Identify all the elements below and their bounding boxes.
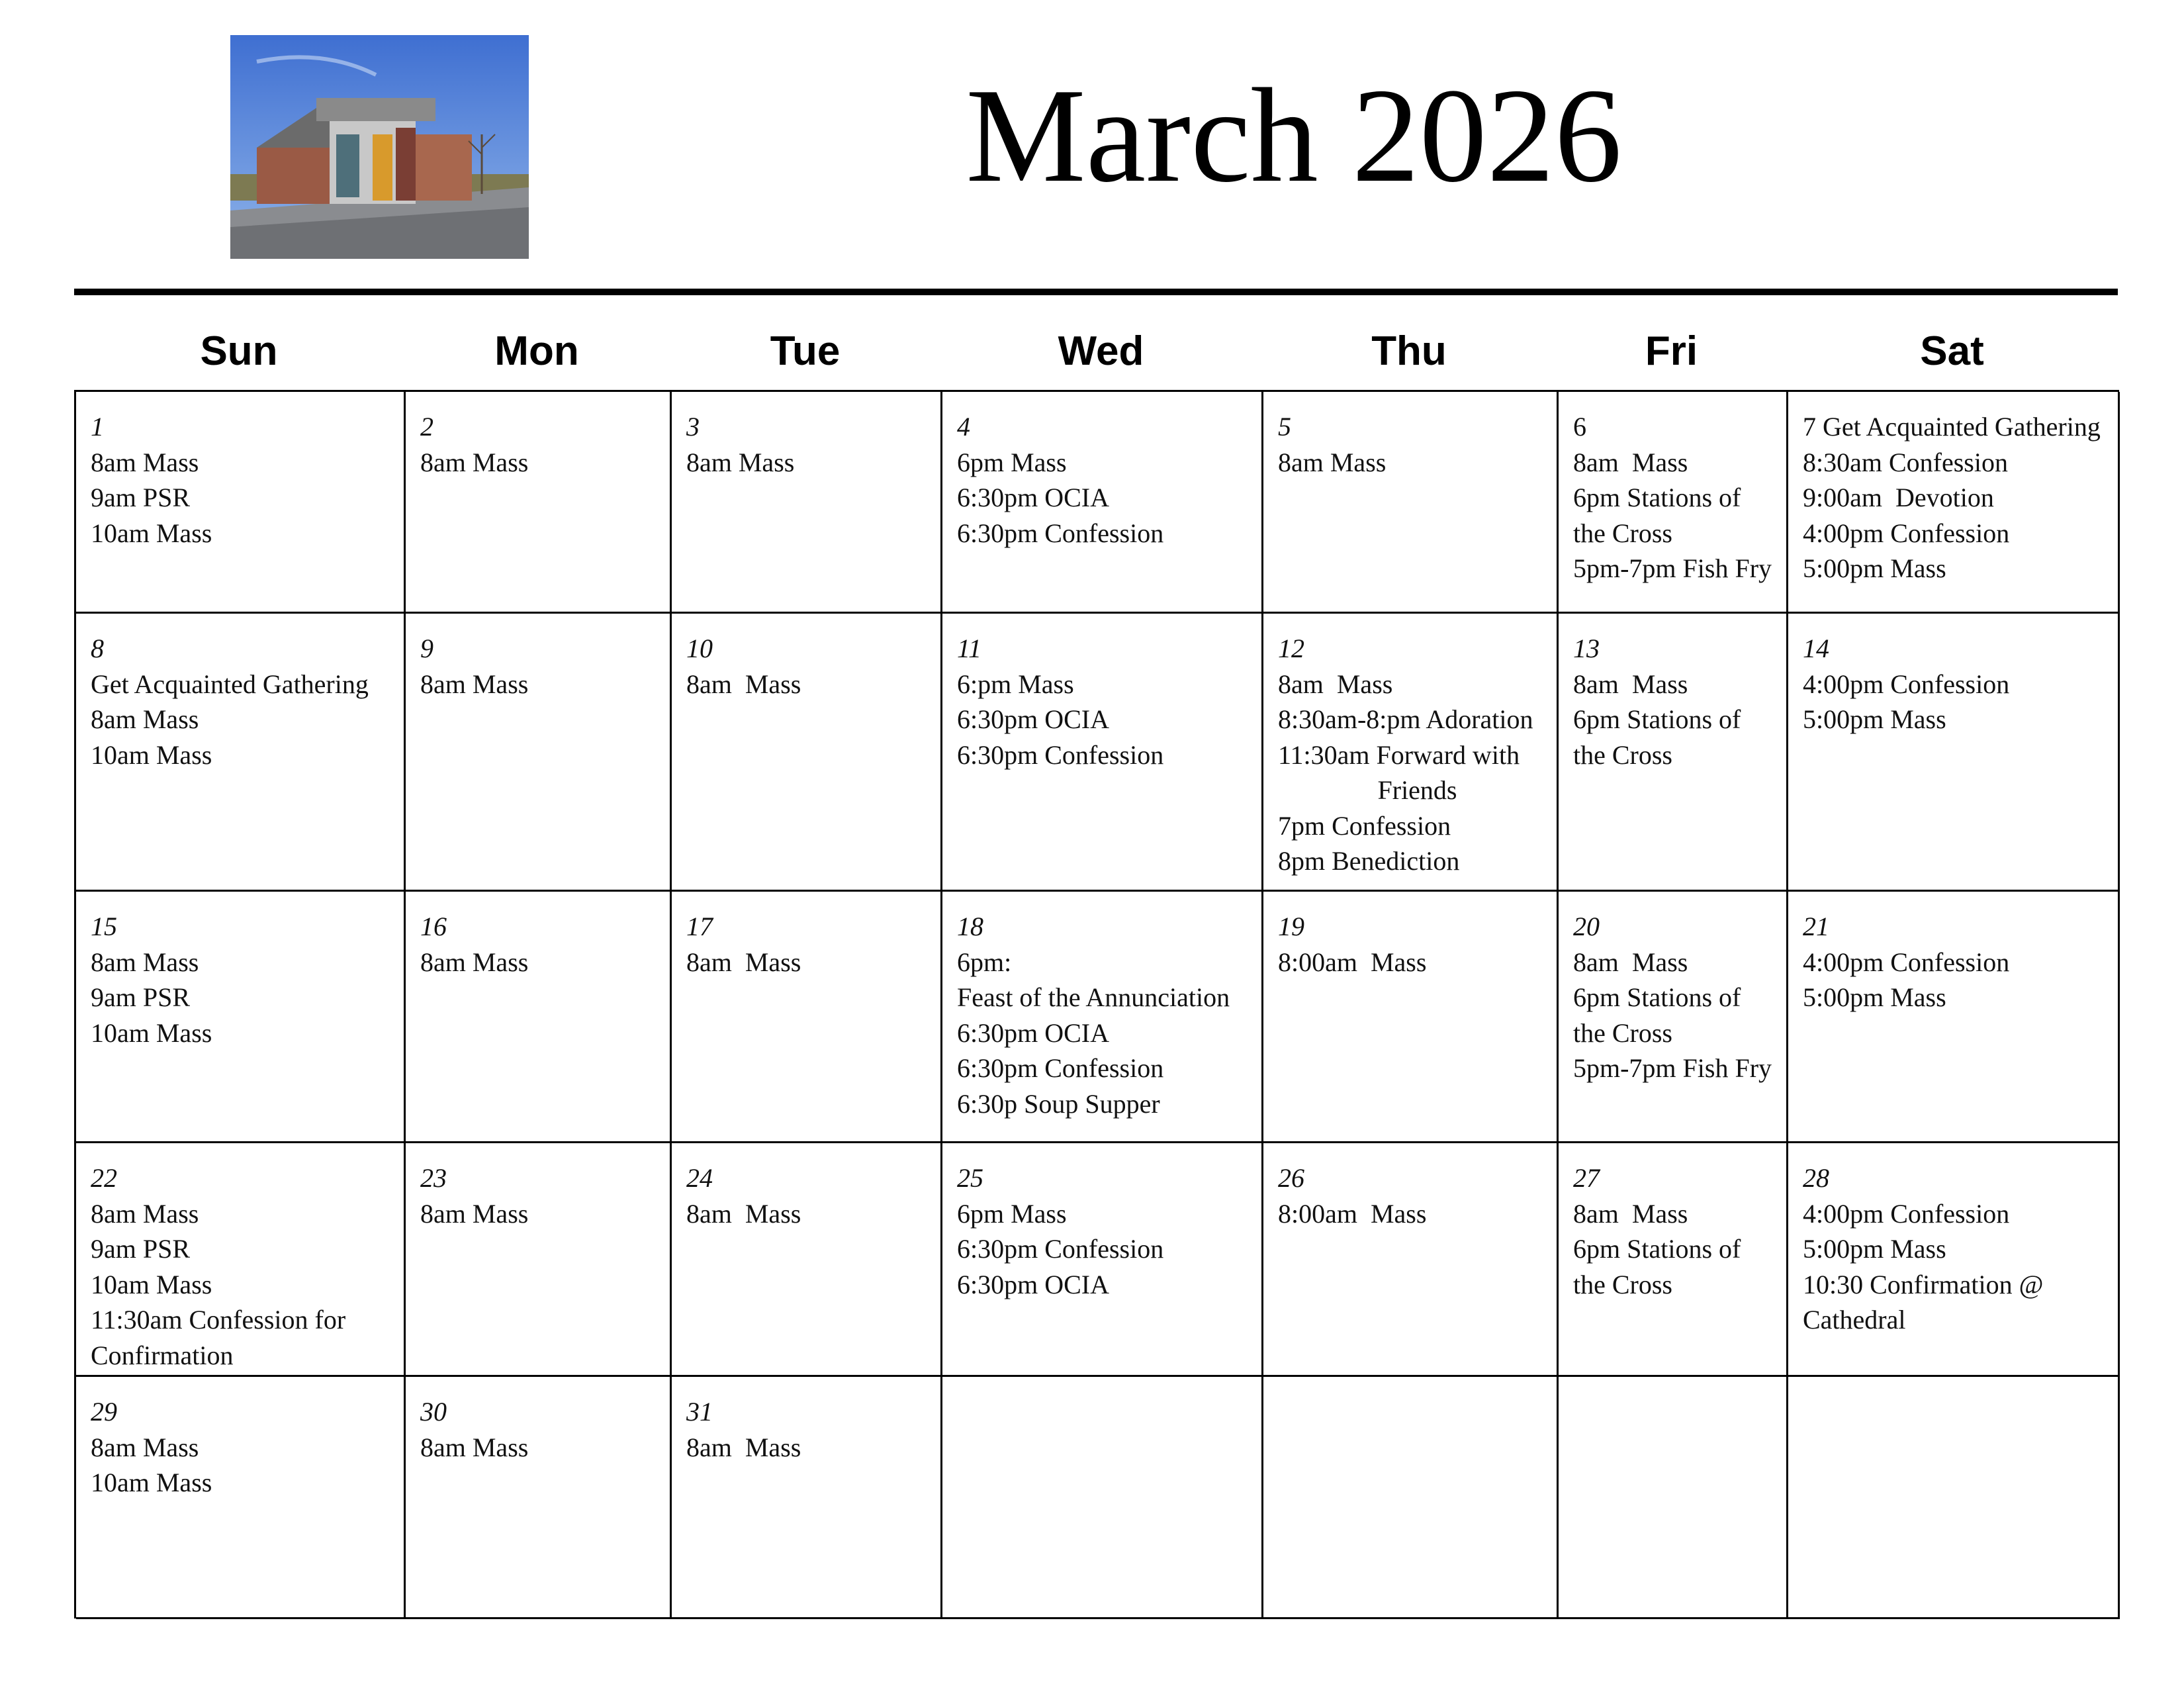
event-list — [91, 667, 404, 773]
empty-day-cell — [942, 1377, 1263, 1619]
day-cell-1 — [76, 392, 406, 614]
event-item: 11:30am Confession for — [91, 1305, 346, 1335]
day-cell-20 — [1559, 892, 1788, 1143]
event-item: 8am Mass — [420, 447, 529, 477]
day-heading-event: Get Acquainted Gathering — [1816, 412, 2101, 442]
title-divider — [74, 289, 2118, 295]
event-item: 8am Mass — [420, 1432, 529, 1462]
event-item: 8am Mass — [686, 1198, 801, 1229]
day-number: 3 — [686, 412, 700, 442]
day-cell-29 — [76, 1377, 406, 1619]
day-cell-10 — [672, 614, 942, 892]
calendar-grid — [74, 390, 2119, 1618]
event-item: 10:30 Confirmation @ — [1803, 1269, 2044, 1299]
event-item: Confirmation — [91, 1340, 234, 1370]
day-number: 23 — [420, 1163, 447, 1193]
event-list — [91, 1430, 404, 1501]
event-list — [420, 667, 670, 702]
event-item: 6:30pm Confession — [957, 739, 1164, 770]
event-item: 8am Mass — [686, 669, 801, 699]
event-item: 5:00pm Mass — [1803, 553, 1946, 583]
event-item: 6pm Stations of — [1573, 1234, 1741, 1264]
event-list — [686, 1196, 940, 1232]
day-cell-16 — [406, 892, 672, 1143]
event-list — [957, 445, 1261, 551]
event-item: Feast of the Annunciation — [957, 982, 1230, 1012]
day-cell-11 — [942, 614, 1263, 892]
day-number: 21 — [1803, 912, 1829, 941]
day-number: 9 — [420, 633, 433, 663]
day-cell-6 — [1559, 392, 1788, 614]
event-list — [1573, 1196, 1786, 1303]
day-number: 31 — [686, 1397, 713, 1427]
event-item: the Cross — [1573, 1269, 1672, 1299]
event-item: 8am Mass — [686, 947, 801, 977]
event-item: 6:30pm Confession — [957, 1053, 1164, 1083]
event-item: 5:00pm Mass — [1803, 1234, 1946, 1264]
day-cell-3 — [672, 392, 942, 614]
event-list — [1278, 1196, 1557, 1232]
event-item: 6:30pm OCIA — [957, 483, 1109, 512]
day-number: 17 — [686, 912, 713, 941]
day-cell-31 — [672, 1377, 942, 1619]
event-item: 6pm: — [957, 947, 1012, 977]
event-item: 8am Mass — [686, 1432, 801, 1462]
event-item: 8am Mass — [91, 1198, 199, 1229]
event-item: 6:30p Soup Supper — [957, 1088, 1160, 1119]
event-item: 4:00pm Confession — [1803, 669, 2010, 699]
event-item: 8am Mass — [420, 669, 529, 699]
event-list — [91, 1196, 404, 1374]
event-list — [957, 667, 1261, 773]
event-item: 4:00pm Confession — [1803, 518, 2010, 548]
event-list — [420, 1430, 670, 1466]
day-number: 24 — [686, 1163, 713, 1193]
empty-day-cell — [1263, 1377, 1559, 1619]
event-item: 8am Mass — [686, 447, 795, 477]
day-cell-7 — [1788, 392, 2120, 614]
event-list — [957, 945, 1261, 1122]
day-number — [1803, 1394, 2118, 1430]
event-item: 8am Mass — [91, 704, 199, 734]
day-cell-17 — [672, 892, 942, 1143]
event-item: 8am Mass — [91, 447, 199, 477]
weekday-sat: Sat — [1920, 328, 1984, 374]
event-item: 9am PSR — [91, 1234, 191, 1264]
event-list — [1278, 445, 1557, 481]
event-list — [1803, 445, 2118, 586]
event-item: 8am Mass — [420, 1198, 529, 1229]
day-cell-12 — [1263, 614, 1559, 892]
event-item: Get Acquainted Gathering — [91, 669, 369, 699]
event-item: 6:pm Mass — [957, 669, 1074, 699]
event-list — [420, 1196, 670, 1232]
event-item: 4:00pm Confession — [1803, 947, 2010, 977]
day-cell-30 — [406, 1377, 672, 1619]
day-number: 14 — [1803, 633, 1829, 663]
event-item: 6:30pm Confession — [957, 1234, 1164, 1264]
event-item: 5:00pm Mass — [1803, 704, 1946, 734]
day-number: 13 — [1573, 633, 1600, 663]
event-item: 5:00pm Mass — [1803, 982, 1946, 1012]
event-item: 6:30pm Confession — [957, 518, 1164, 548]
day-number: 18 — [957, 912, 983, 941]
weekday-fri: Fri — [1645, 328, 1698, 374]
day-number: 19 — [1278, 912, 1304, 941]
event-item: 6pm Stations of — [1573, 982, 1741, 1012]
event-item: 7pm Confession — [1278, 810, 1451, 841]
event-item: 8am Mass — [91, 947, 199, 977]
event-item: 10am Mass — [91, 1269, 212, 1299]
event-item: 8am Mass — [1278, 447, 1387, 477]
event-item: 9am PSR — [91, 483, 191, 512]
event-item: 9am PSR — [91, 982, 191, 1012]
event-item: the Cross — [1573, 1017, 1672, 1048]
event-item: 8:00am Mass — [1278, 947, 1427, 977]
event-item: 8am Mass — [1573, 1198, 1688, 1229]
church-building-photo — [230, 35, 529, 259]
day-cell-9 — [406, 614, 672, 892]
event-item: 11:30am Forward with — [1278, 739, 1520, 770]
event-item: 8pm Benediction — [1278, 846, 1460, 876]
day-number: 26 — [1278, 1163, 1304, 1193]
event-item: 6pm Stations of — [1573, 483, 1741, 512]
event-item: Friends — [1377, 775, 1457, 805]
event-list — [957, 1196, 1261, 1303]
event-item: the Cross — [1573, 739, 1672, 770]
event-list — [1803, 667, 2118, 737]
empty-day-cell — [1788, 1377, 2120, 1619]
day-number: 1 — [91, 412, 104, 442]
event-list — [1573, 945, 1786, 1086]
event-list — [1278, 667, 1557, 879]
event-item: 10am Mass — [91, 739, 212, 770]
day-number — [1278, 1394, 1557, 1430]
day-number: 5 — [1278, 412, 1291, 442]
day-number: 28 — [1803, 1163, 1829, 1193]
event-list — [420, 945, 670, 980]
event-item: 8:30am-8:pm Adoration — [1278, 704, 1533, 734]
weekday-tue: Tue — [770, 328, 841, 374]
day-number: 22 — [91, 1163, 117, 1193]
day-number: 2 — [420, 412, 433, 442]
day-cell-18 — [942, 892, 1263, 1143]
day-cell-14 — [1788, 614, 2120, 892]
event-item: 9:00am Devotion — [1803, 483, 1994, 512]
event-item: 10am Mass — [91, 1468, 212, 1497]
event-list — [686, 667, 940, 702]
day-cell-28 — [1788, 1143, 2120, 1377]
day-cell-22 — [76, 1143, 406, 1377]
day-number-text: 7 — [1803, 412, 1816, 442]
day-cell-26 — [1263, 1143, 1559, 1377]
weekday-wed: Wed — [1058, 328, 1144, 374]
day-cell-24 — [672, 1143, 942, 1377]
day-cell-27 — [1559, 1143, 1788, 1377]
event-item: 10am Mass — [91, 1017, 212, 1048]
event-list — [1803, 945, 2118, 1015]
event-list — [91, 945, 404, 1051]
day-cell-15 — [76, 892, 406, 1143]
event-item: 8am Mass — [1278, 669, 1393, 699]
event-item: 6pm Stations of — [1573, 704, 1741, 734]
event-list — [686, 945, 940, 980]
event-item: 6pm Mass — [957, 447, 1067, 477]
event-list — [1573, 445, 1786, 586]
page-title: March 2026 — [966, 61, 1622, 211]
event-item: 8am Mass — [1573, 447, 1688, 477]
day-cell-25 — [942, 1143, 1263, 1377]
weekday-header-row — [74, 322, 2118, 381]
event-item: 5pm-7pm Fish Fry — [1573, 553, 1772, 583]
event-list — [686, 1430, 940, 1466]
weekday-mon: Mon — [494, 328, 579, 374]
day-cell-5 — [1263, 392, 1559, 614]
day-number: 8 — [91, 633, 104, 663]
event-item: 8:00am Mass — [1278, 1198, 1427, 1229]
event-item: 6:30pm OCIA — [957, 1269, 1109, 1299]
event-item: 4:00pm Confession — [1803, 1198, 2010, 1229]
day-number — [1573, 1394, 1786, 1430]
event-item: 5pm-7pm Fish Fry — [1573, 1053, 1772, 1083]
event-item: 10am Mass — [91, 518, 212, 548]
event-list — [1573, 667, 1786, 773]
day-number: 27 — [1573, 1163, 1600, 1193]
event-list — [1803, 1196, 2118, 1338]
event-list — [686, 445, 940, 481]
day-number: 29 — [91, 1397, 117, 1427]
event-item: Cathedral — [1803, 1305, 1906, 1335]
day-number: 30 — [420, 1397, 447, 1427]
event-list — [91, 445, 404, 551]
day-number — [957, 1394, 1261, 1430]
day-number: 11 — [957, 633, 982, 663]
event-item: 8:30am Confession — [1803, 447, 2008, 477]
day-number: 12 — [1278, 633, 1304, 663]
day-cell-2 — [406, 392, 672, 614]
day-number: 15 — [91, 912, 117, 941]
weekday-thu: Thu — [1371, 328, 1447, 374]
day-number: 6 — [1573, 412, 1586, 442]
event-item: 6:30pm OCIA — [957, 704, 1109, 734]
event-item: 8am Mass — [420, 947, 529, 977]
event-list — [1278, 945, 1557, 980]
empty-day-cell — [1559, 1377, 1788, 1619]
day-cell-8 — [76, 614, 406, 892]
event-item: 6pm Mass — [957, 1198, 1067, 1229]
day-number: 25 — [957, 1163, 983, 1193]
event-item: the Cross — [1573, 518, 1672, 548]
day-cell-13 — [1559, 614, 1788, 892]
day-cell-19 — [1263, 892, 1559, 1143]
event-list — [420, 445, 670, 481]
event-item: 8am Mass — [1573, 947, 1688, 977]
day-number: 4 — [957, 412, 970, 442]
day-cell-4 — [942, 392, 1263, 614]
day-cell-21 — [1788, 892, 2120, 1143]
day-number: 16 — [420, 912, 447, 941]
day-number — [1803, 409, 2118, 445]
weekday-sun: Sun — [200, 328, 278, 374]
event-item: 6:30pm OCIA — [957, 1017, 1109, 1048]
day-number: 10 — [686, 633, 713, 663]
event-item: 8am Mass — [91, 1432, 199, 1462]
day-number: 20 — [1573, 912, 1600, 941]
event-item: 8am Mass — [1573, 669, 1688, 699]
day-cell-23 — [406, 1143, 672, 1377]
